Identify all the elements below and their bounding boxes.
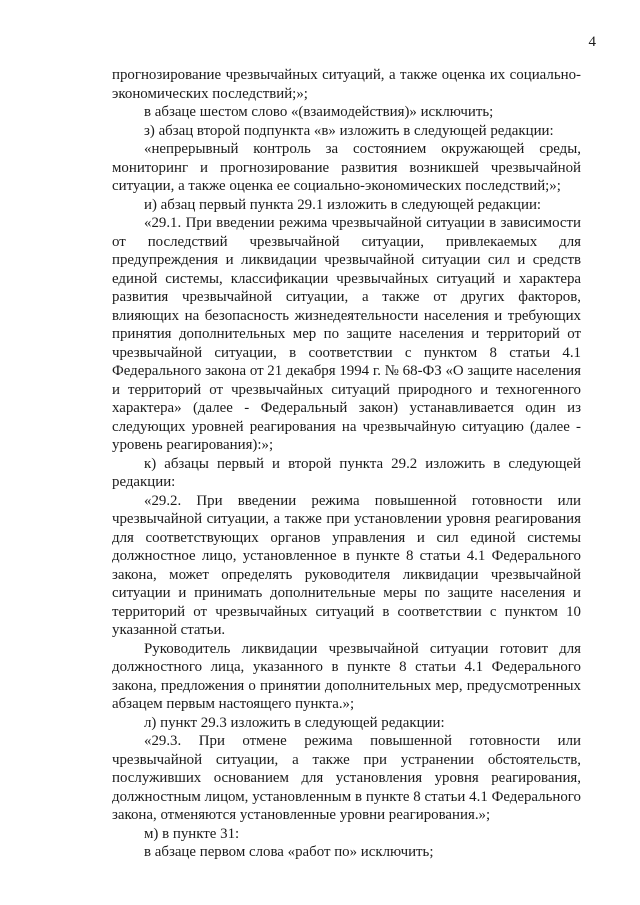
paragraph: к) абзацы первый и второй пункта 29.2 изложить в следующей редакции:	[112, 455, 581, 490]
paragraph: з) абзац второй подпункта «в» изложить в следующей редакции:	[144, 122, 554, 139]
paragraph: «непрерывный контроль за состоянием окружающей среды, мониторинг и прогнозирование развития возникшей чрезвычайной ситуации, а также оценка ее социально-экономических последствий;»;	[112, 141, 581, 194]
paragraph: «29.1. При введении режима чрезвычайной ситуации в зависимости от последствий чрезвычайной ситуации, привлекаемых для предупреждения и ликвидации чрезвычайной ситуации сил и средств единой системы, классификации чрезвычайных ситуаций и характера развития чрезвычайной ситуации, а также от других факторов, влияющих на безопасность жизнедеятельности населения и требующих принятия дополнительных мер по защите населения и территорий от чрезвычайной ситуации, в соответствии с пунктом 8 статьи 4.1 Федерального закона от 21 декабря 1994 г. № 68-ФЗ «О защите населения и территорий от чрезвычайных ситуаций природного и техногенного характера» (далее - Федеральный закон) устанавливается один из следующих уровней реагирования на чрезвычайную ситуацию (далее - уровень реагирования):»;	[112, 215, 581, 453]
paragraph: «29.2. При введении режима повышенной готовности или чрезвычайной ситуации, а также при установлении уровня реагирования для соответствующих органов управления и сил единой системы должностное лицо, установленное в пункте 8 статьи 4.1 Федерального закона, может определять руководителя ликвидации чрезвычайной ситуации и принимать дополнительные меры по защите населения и территорий от чрезвычайных ситуаций в соответствии с пунктом 10 указанной статьи.	[112, 492, 581, 638]
paragraph: в абзаце шестом слово «(взаимодействия)» исключить;	[144, 104, 494, 120]
document-body	[112, 66, 581, 862]
page-number: 4	[588, 34, 596, 50]
paragraph: в абзаце первом слова «работ по» исключить;	[144, 844, 434, 860]
paragraph: м) в пункте 31:	[144, 825, 240, 842]
paragraph: прогнозирование чрезвычайных ситуаций, а также оценка их социально-экономических последствий;»;	[112, 67, 581, 102]
paragraph: и) абзац первый пункта 29.1 изложить в следующей редакции:	[144, 196, 542, 213]
paragraph: Руководитель ликвидации чрезвычайной ситуации готовит для должностного лица, указанного в пункте 8 статьи 4.1 Федерального закона, предложения о принятии дополнительных мер, предусмотренных абзацем первым настоящего пункта.»;	[112, 640, 581, 712]
paragraph: л) пункт 29.3 изложить в следующей редакции:	[144, 714, 445, 731]
paragraph: «29.3. При отмене режима повышенной готовности или чрезвычайной ситуации, а также при устранении обстоятельств, послуживших основанием для установления уровня реагирования, должностным лицом, установленным в пункте 8 статьи 4.1 Федерального закона, отменяются установленные уровни реагирования.»;	[112, 733, 581, 823]
